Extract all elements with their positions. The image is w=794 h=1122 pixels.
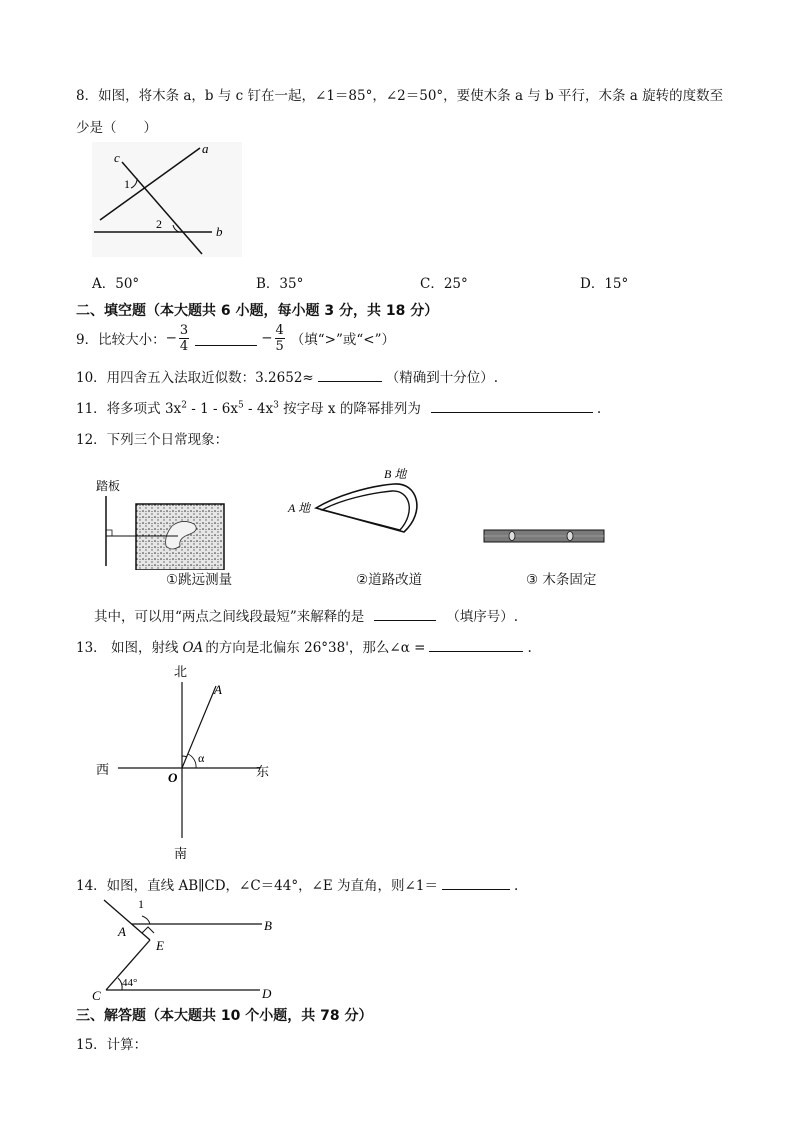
q15-text: 15．计算：	[76, 1037, 148, 1053]
q14-answer-blank[interactable]	[442, 875, 510, 890]
q9-frac2-den: 5	[275, 338, 284, 354]
q13-label-o: O	[168, 770, 178, 785]
q10-prefix: 10．用四舍五入法取近似数：3.2652≈	[76, 370, 314, 386]
q12-answer-blank[interactable]	[374, 606, 436, 621]
q13-suffix: .	[527, 640, 532, 656]
q14-label-a: A	[118, 924, 126, 939]
q8-label-1: 1	[124, 177, 130, 191]
q13-answer-blank[interactable]	[429, 637, 523, 652]
q14-label-1: 1	[138, 897, 144, 911]
q13-south: 南	[174, 846, 188, 861]
q8-text-line2: 少是（ ）	[76, 120, 157, 136]
q14-label-44: 44°	[122, 977, 138, 989]
q13-oa: OA	[182, 640, 204, 656]
q11-line	[76, 397, 601, 417]
q11-sup2: 5	[238, 400, 244, 411]
q8-option-c[interactable]: C．25°	[420, 276, 468, 292]
q14-label-e: E	[156, 938, 164, 953]
q11-answer-blank[interactable]	[431, 398, 593, 413]
q14-figure	[88, 894, 288, 1004]
q12-question-prefix: 其中，可以用“两点之间线段最短”来解释的是	[94, 609, 365, 625]
q9-suffix: （填“>”或“<”）	[290, 332, 396, 348]
q9-answer-blank[interactable]	[195, 331, 257, 346]
q11-mid3: 按字母 x 的降幂排列为	[278, 401, 421, 417]
q9-frac1-sign: −	[165, 330, 177, 346]
q8-option-a[interactable]: A．50°	[92, 276, 140, 292]
q12-caption-3: ③ 木条固定	[526, 572, 597, 588]
q9-fraction-1	[179, 323, 189, 354]
q11-mid1: - 1 - 6x	[186, 401, 239, 417]
q9-frac1-num: 3	[179, 322, 189, 338]
q10-suffix: （精确到十分位）.	[385, 370, 499, 386]
q12-figure-long-jump	[94, 474, 234, 570]
q8-option-d[interactable]: D．15°	[580, 276, 629, 292]
q14-label-d: D	[262, 986, 272, 1001]
section3-title: 三、解答题（本大题共 10 个小题，共 78 分）	[76, 1008, 373, 1024]
q11-mid2: - 4x	[243, 401, 274, 417]
q13-line	[76, 636, 532, 656]
q10-line	[76, 366, 498, 386]
q9-fraction-2	[275, 323, 285, 354]
q14-suffix: .	[513, 878, 519, 894]
section2-title: 二、填空题（本大题共 6 小题，每小题 3 分，共 18 分）	[76, 303, 439, 319]
q13-east: 东	[256, 764, 270, 779]
q12-figure-road	[286, 460, 436, 560]
q12-question-suffix: （填序号）.	[446, 609, 519, 625]
q14-line	[76, 874, 518, 894]
q12-caption-1: ①跳远测量	[166, 572, 233, 588]
q9-frac1-den: 4	[179, 338, 189, 354]
q14-label-c: C	[92, 988, 101, 1003]
q11-prefix: 11．将多项式 3x	[76, 401, 182, 417]
q14-label-b: B	[264, 918, 272, 933]
q8-figure	[92, 142, 242, 257]
q12-fig1-label: 踏板	[96, 479, 121, 493]
q10-answer-blank[interactable]	[318, 367, 382, 382]
q8-label-2: 2	[156, 217, 162, 231]
q12-question-line	[94, 605, 518, 625]
q8-label-c: c	[114, 150, 120, 165]
q13-label-a: A	[214, 682, 222, 697]
q9-frac2-num: 4	[275, 322, 284, 338]
q12-text: 12．下列三个日常现象：	[76, 432, 229, 448]
q12-figure-wood-strip	[482, 524, 608, 548]
q13-west: 西	[96, 762, 110, 777]
q12-caption-2: ②道路改道	[356, 572, 423, 588]
q12-fig2-label-b: B 地	[384, 467, 407, 481]
q13-middle: 的方向是北偏东 26°38'，那么∠α =	[205, 640, 426, 656]
q8-text-line1: 8．如图，将木条 a，b 与 c 钉在一起，∠1＝85°，∠2＝50°，要使木条 a 与 b 平行，木条 a 旋转的度数至	[76, 88, 724, 104]
q8-label-a: a	[202, 142, 209, 156]
q11-suffix: .	[596, 401, 602, 417]
q9-prefix: 9．比较大小：	[76, 332, 166, 348]
q12-fig2-label-a: A 地	[288, 501, 311, 515]
q13-north: 北	[174, 664, 188, 679]
q14-text: 14．如图，直线 AB∥CD，∠C＝44°，∠E 为直角，则∠1＝	[76, 878, 438, 894]
q13-label-alpha: α	[198, 751, 205, 765]
q13-compass-figure	[92, 662, 282, 862]
q8-option-b[interactable]: B．35°	[256, 276, 304, 292]
q9-frac2-sign: −	[261, 330, 273, 346]
q11-sup3: 3	[273, 400, 279, 411]
q11-sup1: 2	[181, 400, 187, 411]
q9-line	[76, 322, 395, 354]
q13-prefix: 13． 如图，射线	[76, 640, 179, 656]
q8-label-b: b	[216, 224, 223, 239]
